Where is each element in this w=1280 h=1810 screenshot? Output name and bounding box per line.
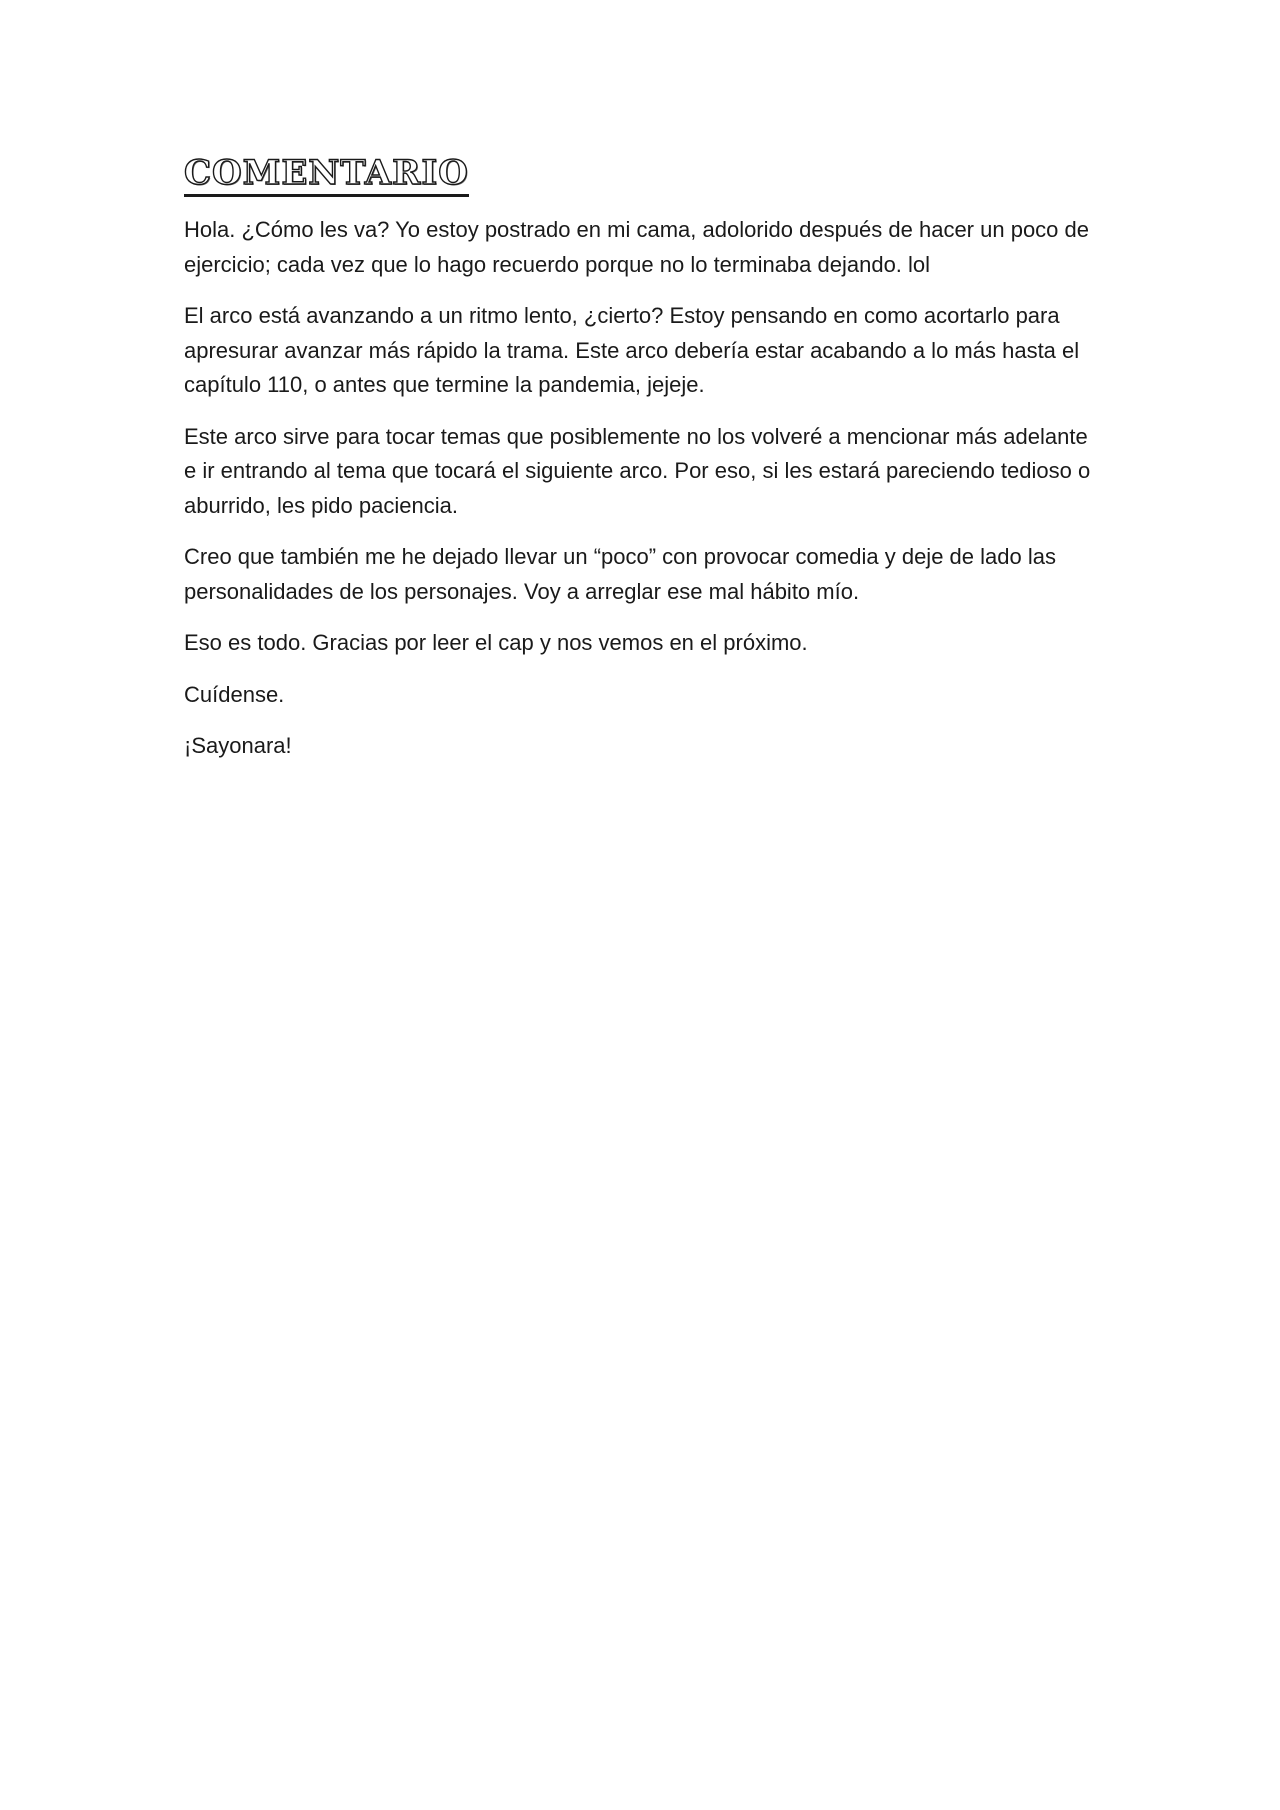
paragraph-farewell: ¡Sayonara!	[184, 733, 292, 758]
page-title: COMENTARIO	[184, 153, 469, 197]
paragraph-greeting: Hola. ¿Cómo les va? Yo estoy postrado en mi cama, adolorido después de hacer un poco de ejercicio; cada vez que lo hago recuerdo porque no lo terminaba dejando. lol	[184, 217, 1089, 277]
paragraph-arc-purpose: Este arco sirve para tocar temas que posiblemente no los volveré a mencionar más adelante e ir entrando al tema que tocará el siguiente arco. Por eso, si les estará pareciendo tedioso o aburrido, les pido paciencia.	[184, 423, 1091, 518]
paragraph-thanks: Eso es todo. Gracias por leer el cap y nos vemos en el próximo.	[184, 630, 808, 655]
document-body	[184, 153, 1104, 781]
paragraph-comedy: Creo que también me he dejado llevar un “poco” con provocar comedia y deje de lado las personalidades de los personajes. Voy a arreglar ese mal hábito mío.	[184, 544, 1056, 604]
paragraph-take-care: Cuídense.	[184, 681, 285, 707]
paragraph-arc-pace: El arco está avanzando a un ritmo lento, ¿cierto? Estoy pensando en como acortarlo para apresurar avanzar más rápido la trama. Este arco debería estar acabando a lo más hasta el capítulo 110, o antes que termine la pandemia, jejeje.	[184, 303, 1080, 397]
